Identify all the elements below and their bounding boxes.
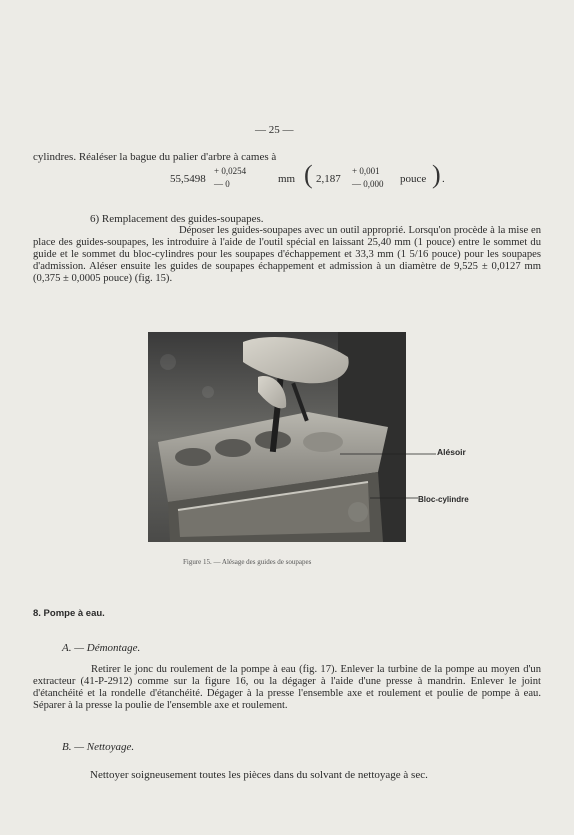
- formula-end: .: [442, 173, 445, 185]
- subsection-a-paragraph: [33, 664, 541, 712]
- subsection-a-title: A. — Démontage.: [62, 642, 141, 654]
- tolerance-formula: [170, 160, 460, 194]
- subsection-a-heading: [62, 642, 140, 654]
- formula-tol2-plus: + 0,001: [352, 166, 380, 176]
- close-paren: ): [432, 160, 441, 189]
- formula-tol2-minus: — 0,000: [352, 179, 384, 189]
- page-number: — 25 —: [255, 124, 294, 136]
- formula-unit-1: mm: [278, 173, 296, 185]
- section-6-paragraph: [33, 225, 541, 285]
- section-6-text: Déposer les guides-soupapes avec un outil approprié. Lorsqu'on procède à la mise en place des guides-soupapes, les introduire à l'aide de l'outil spécial en laissant 25,40 mm (1 pouce) entre le sommet du guide et le sommet du bloc-cylindres pour les soupapes d'échappement et 33,3 mm (1 5/16 pouce) pour les soupapes d'admission. Aléser ensuite les guides de soupapes échappement et admission à un diamètre de 9,525 ± 0,0127 mm (0,375 ± 0,0005 pouce) (fig. 15).: [33, 225, 541, 284]
- subsection-b-paragraph: Nettoyer soigneusement toutes les pièces dans du solvant de nettoyage à sec.: [90, 769, 428, 781]
- intro-line: cylindres. Réaléser la bague du palier d'arbre à cames à: [33, 151, 277, 163]
- formula-tol1-plus: + 0,0254: [214, 166, 247, 176]
- formula-tol1-minus: — 0: [214, 179, 230, 189]
- subsection-a-text: Retirer le jonc du roulement de la pompe à eau (fig. 17). Enlever la turbine de la pompe au moyen d'un extracteur (41-P-2912) comme sur la figure 16, ou la dégager à l'aide d'une presse à mandrin. Enlever le joint d'étanchéité et la rondelle d'étanchéité. Dégager à la presse l'ensemble axe et roulement et poulie de pompe à eau. Séparer à la presse la poulie de l'ensemble axe et roulement.: [33, 664, 541, 711]
- formula-value-2: 2,187: [316, 173, 341, 185]
- formula-value-1: 55,5498: [170, 173, 206, 185]
- label-bloc-cylindre: Bloc-cylindre: [418, 495, 469, 504]
- section-6-heading: 6) Remplacement des guides-soupapes.: [90, 213, 264, 225]
- label-alesoir: Alésoir: [437, 447, 466, 457]
- subsection-b-heading: [62, 741, 134, 753]
- subsection-b-title: B. — Nettoyage.: [62, 741, 135, 753]
- open-paren: (: [304, 160, 313, 189]
- figure-caption: Figure 15. — Alésage des guides de soupapes: [183, 558, 312, 566]
- figure-photo: [148, 332, 406, 542]
- formula-unit-2: pouce: [400, 173, 427, 185]
- section-8-heading: 8. Pompe à eau.: [33, 608, 105, 619]
